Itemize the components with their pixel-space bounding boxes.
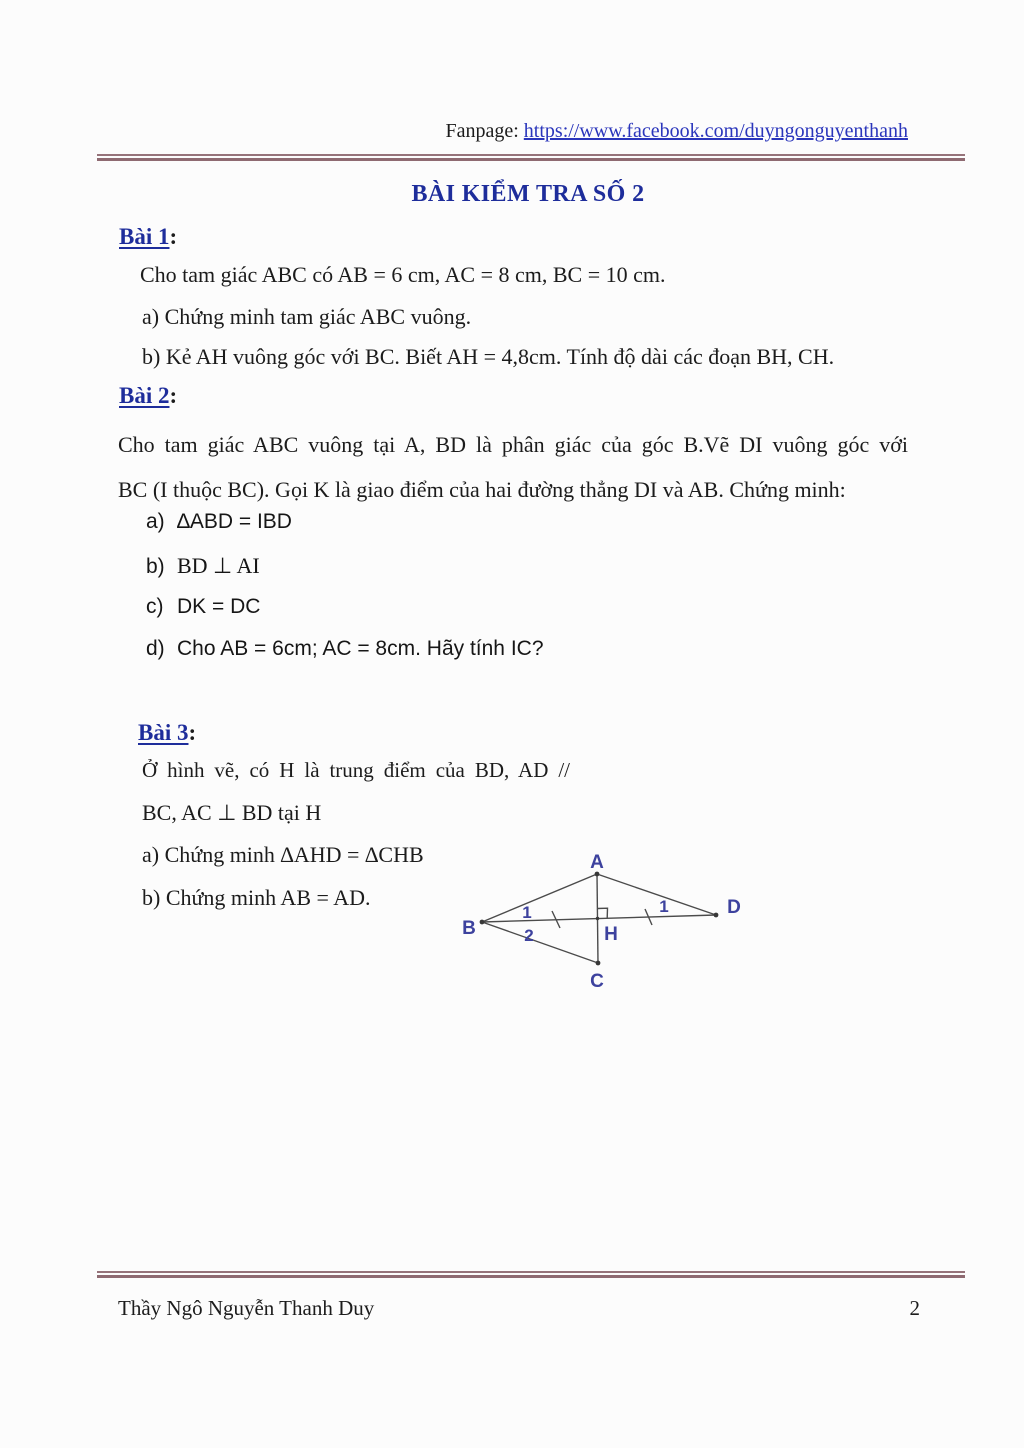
bai2-item-d-marker: d) [146,637,165,660]
bai2-heading [119,383,177,409]
point-label-H: H [604,924,618,945]
geometry-figure [450,843,750,998]
segment-BC [482,922,598,963]
bai2-item-c-marker: c) [146,595,164,618]
bai3-item-b: b) Chứng minh AB = AD. [142,885,371,910]
bai2-intro [118,422,908,512]
bai2-heading-label: Bài 2 [119,383,170,408]
angle-label-B2: 2 [524,926,534,945]
bai2-item-c-text: DK = DC [177,595,261,618]
vertex-dot-H [596,917,599,920]
angle-label-B1: 1 [522,903,532,922]
bai2-heading-colon: : [169,383,178,408]
bai3-heading [138,720,196,746]
bai3-heading-colon: : [188,720,197,745]
bai1-item-a: a) Chứng minh tam giác ABC vuông. [142,304,472,329]
bai3-heading-label: Bài 3 [138,720,189,745]
footer-rule [97,1271,965,1278]
bai1-heading-colon: : [169,224,178,249]
bai2-item-b-text: BD ⊥ AI [177,553,260,578]
bai2-item-b-marker: b) [146,555,165,578]
bai3-line1: Ở hình vẽ, có H là trung điểm của BD, AD // [142,758,570,782]
bai2-item-d [146,637,544,661]
bai2-item-d-text: Cho AB = 6cm; AC = 8cm. Hãy tính IC? [177,637,544,660]
page-title: BÀI KIỂM TRA SỐ 2 [411,181,645,207]
bai1-heading-label: Bài 1 [119,224,170,249]
point-label-C: C [590,971,604,992]
segment-AD [597,874,716,915]
vertex-dot-B [480,920,485,925]
point-label-D: D [727,897,741,918]
bai2-item-a [146,510,292,534]
bai1-intro: Cho tam giác ABC có AB = 6 cm, AC = 8 cm, BC = 10 cm. [140,262,666,287]
bai2-intro-line2: BC (I thuộc BC). Gọi K là giao điểm của hai đường thẳng DI và AB. Chứng minh: [118,477,846,502]
segment-BA [482,874,597,922]
footer-author: Thầy Ngô Nguyễn Thanh Duy [118,1296,375,1320]
bai2-item-c [146,595,260,619]
header-rule [97,154,965,161]
footer-page-number: 2 [909,1296,920,1320]
bai3-item-a: a) Chứng minh ∆AHD = ∆CHB [142,842,424,867]
bai2-item-a-text: ∆ABD = IBD [177,510,292,533]
fanpage-label: Fanpage: [445,120,519,142]
bai3-line2: BC, AC ⊥ BD tại H [142,800,322,825]
vertex-dot-C [596,961,601,966]
right-angle-marker [598,908,608,918]
fanpage-link[interactable]: https://www.facebook.com/duyngonguyenthanh [523,120,908,142]
bai2-item-a-marker: a) [146,510,165,533]
bai1-item-b: b) Kẻ AH vuông góc với BC. Biết AH = 4,8cm. Tính độ dài các đoạn BH, CH. [142,344,835,369]
point-label-A: A [590,852,604,873]
point-label-B: B [462,918,476,939]
bai2-intro-line1: Cho tam giác ABC vuông tại A, BD là phân giác của góc B.Vẽ DI vuông góc với [118,432,908,457]
vertex-dot-D [714,913,719,918]
bai1-heading [119,224,177,250]
angle-label-D1: 1 [659,897,669,916]
fanpage-line [0,120,908,143]
bai2-item-b [146,553,260,579]
